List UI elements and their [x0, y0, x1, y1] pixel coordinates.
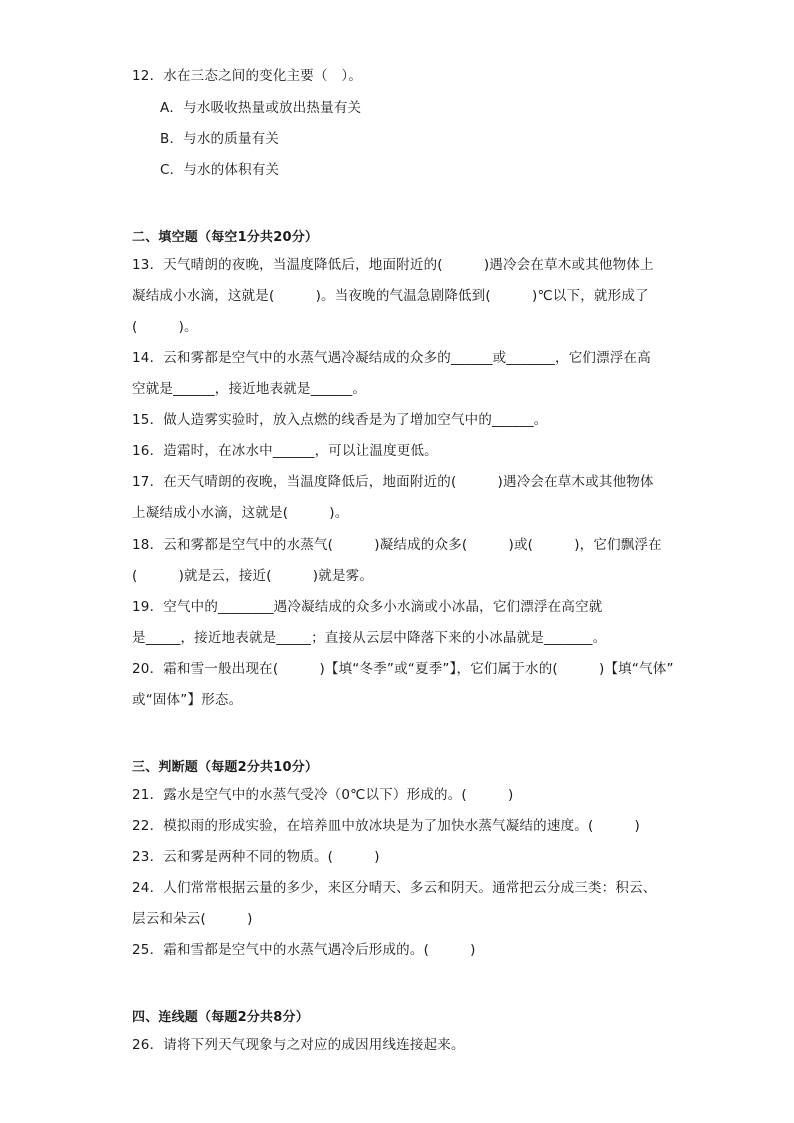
question-text-line: 26．请将下列天气现象与之对应的成因用线连接起来。 — [132, 1037, 465, 1053]
question-text-line: 是_____，接近地表就是_____；直接从云层中降落下来的小冰晶就是_______。 — [132, 630, 607, 646]
question-text-line: 21．露水是空气中的水蒸气受冷（0℃以下）形成的。( ) — [132, 787, 514, 803]
question-12-option-b: B．与水的质量有关 — [160, 131, 280, 147]
question-text-line: 24．人们常常根据云量的多少，来区分晴天、多云和阴天。通常把云分成三类：积云、 — [132, 880, 657, 896]
question-text-line: 空就是______，接近地表就是______。 — [132, 381, 367, 397]
question-text-line: 13．天气晴朗的夜晚，当温度降低后，地面附近的( )遇冷会在草木或其他物体上 — [132, 257, 654, 273]
section-heading-true-false: 三、判断题（每题2分共10分） — [132, 760, 319, 775]
question-text-line: 16．造霜时，在冰水中______，可以让温度更低。 — [132, 443, 438, 459]
question-text-line: 凝结成小水滴，这就是( )。当夜晚的气温急剧降低到( )℃以下，就形成了 — [132, 288, 649, 304]
question-text-line: 层云和朵云( ) — [132, 911, 253, 927]
question-12-stem: 12．水在三态之间的变化主要（ ）。 — [132, 68, 363, 84]
question-text-line: ( )就是云，接近( )就是雾。 — [132, 568, 374, 584]
section-heading-matching: 四、连线题（每题2分共8分） — [132, 1010, 309, 1025]
question-text-line: 18．云和雾都是空气中的水蒸气( )凝结成的众多( )或( )，它们飘浮在 — [132, 537, 662, 553]
question-text-line: 20．霜和雪一般出现在( )【填“冬季”或“夏季”】，它们属于水的( )【填“气体” — [132, 661, 674, 677]
question-text-line: 19．空气中的________遇冷凝结成的众多小水滴或小冰晶，它们漂浮在高空就 — [132, 599, 603, 615]
question-text-line: 22．模拟雨的形成实验，在培养皿中放冰块是为了加快水蒸气凝结的速度。( ) — [132, 818, 641, 834]
question-text-line: 23．云和雾是两种不同的物质。( ) — [132, 849, 380, 865]
question-text-line: 14．云和雾都是空气中的水蒸气遇冷凝结成的众多的______或_______，它们漂浮在高 — [132, 350, 651, 366]
question-text-line: 17．在天气晴朗的夜晚，当温度降低后，地面附近的( )遇冷会在草木或其他物体 — [132, 474, 654, 490]
question-text-line: 上凝结成小水滴，这就是( )。 — [132, 505, 349, 521]
question-text-line: ( )。 — [132, 319, 198, 335]
question-text-line: 25．霜和雪都是空气中的水蒸气遇冷后形成的。( ) — [132, 942, 476, 958]
question-text-line: 或“固体”】形态。 — [132, 692, 243, 708]
question-12-option-a: A．与水吸收热量或放出热量有关 — [160, 100, 362, 116]
question-text-line: 15．做人造雾实验时，放入点燃的线香是为了增加空气中的______。 — [132, 412, 548, 428]
question-12-option-c: C．与水的体积有关 — [160, 162, 280, 178]
section-heading-fill-blank: 二、填空题（每空1分共20分） — [132, 230, 319, 245]
